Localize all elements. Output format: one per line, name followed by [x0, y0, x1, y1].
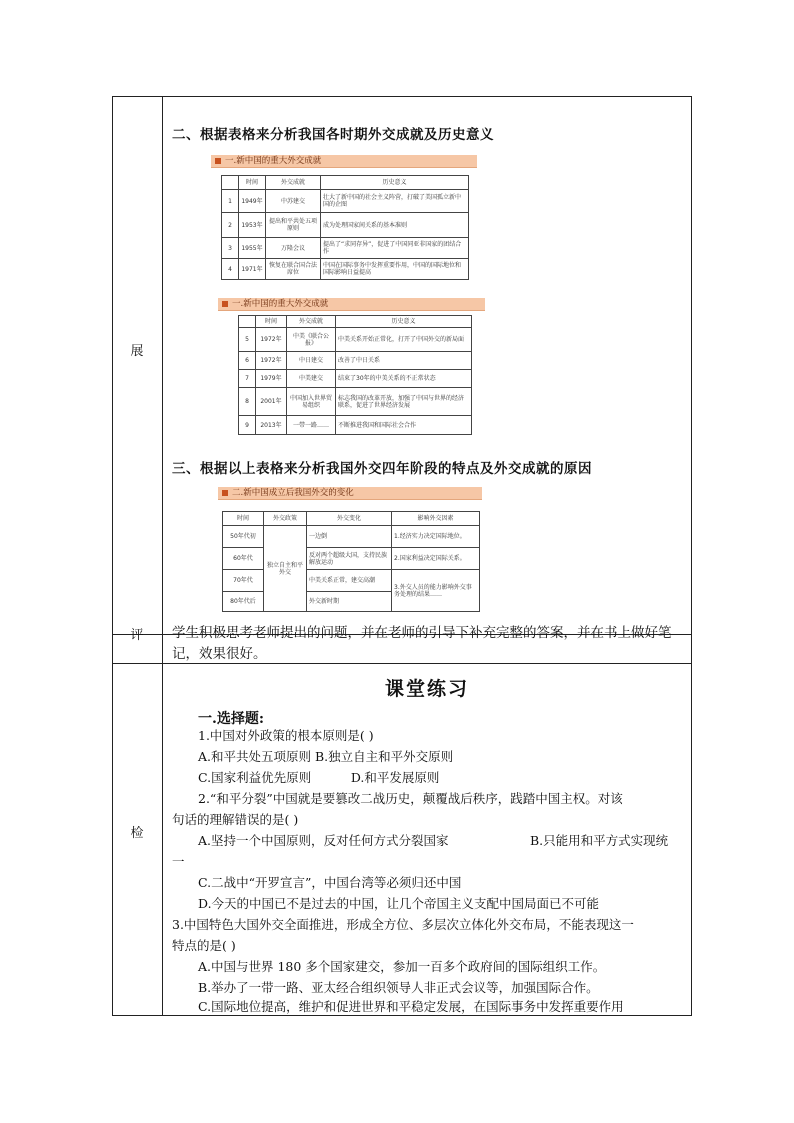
slide-title: 一.新中国的重大外交成就	[232, 299, 329, 309]
table-cell: 提出了“求同存异”，促进了中国同亚非国家的团结合作	[321, 238, 469, 259]
table-cell: 1.经济实力决定国际地位。	[392, 526, 480, 548]
slide-image-2	[218, 298, 485, 441]
table-cell: 4	[222, 259, 239, 280]
table-cell: 中苏建交	[266, 190, 321, 213]
table-cell: 反对两个超级大国，支持民族解放运动	[307, 548, 392, 570]
question-3: 3.中国特色大国外交全面推进，形成全方位、多层次立体化外交布局，不能表现这一	[172, 917, 634, 932]
table-cell: 1953年	[239, 213, 266, 238]
table-header	[222, 176, 239, 190]
table-cell: 中美关系正常，建交高潮	[307, 570, 392, 592]
question-3-option-a: A.中国与世界 180 多个国家建交，参加一百多个政府间的国际组织工作。	[198, 959, 606, 974]
exercise-section: 一.选择题:	[198, 711, 265, 727]
table-cell: 中国在国际事务中发挥重要作用，中国的国际地位和国际影响日益提高	[321, 259, 469, 280]
table-header: 外交成就	[287, 316, 336, 328]
table-cell: 70年代	[223, 570, 264, 592]
row-label-jian: 检	[130, 826, 144, 841]
slide-image-1	[211, 155, 477, 285]
table-cell: 改善了中日关系	[336, 352, 472, 370]
table-cell: 50年代初	[223, 526, 264, 548]
achievement-table-1	[221, 175, 469, 280]
table-cell: 1	[222, 190, 239, 213]
question-2-option-a: A.坚持一个中国原则，反对任何方式分裂国家	[198, 833, 449, 848]
question-1-options-ab: A.和平共处五项原则 B.独立自主和平外交原则	[198, 749, 454, 764]
table-cell: 9	[239, 416, 256, 435]
question-1-options-cd: C.国家利益优先原则 D.和平发展原则	[198, 770, 440, 785]
table-cell: 5	[239, 328, 256, 352]
bullet-square-icon	[222, 490, 228, 496]
table-header: 时间	[256, 316, 287, 328]
table-cell: 标志我国的改革开放，加强了中国与世界的经济联系，促进了世界经济发展	[336, 388, 472, 416]
question-2-option-c: C.二战中“开罗宣言”，中国台湾等必须归还中国	[198, 875, 462, 890]
question-2: 2.“和平分裂”中国就是要篡改二战历史，颠覆战后秩序，践踏中国主权。对该	[198, 791, 623, 806]
question-3-cont: 特点的是( )	[172, 938, 236, 953]
table-cell: 中美关系开始正常化，打开了中国外交的新局面	[336, 328, 472, 352]
row-label-ping: 评	[130, 628, 144, 643]
table-header: 时间	[223, 512, 264, 526]
table-cell: 2013年	[256, 416, 287, 435]
row-label-zhan: 展	[130, 344, 144, 359]
bullet-square-icon	[215, 158, 221, 164]
question-2-option-b-cont: 一	[172, 854, 185, 869]
table-cell: 外交新时期	[307, 592, 392, 612]
table-cell: 结束了30年的中美关系的不正常状态	[336, 370, 472, 388]
table-cell: 独立自主和平外交	[264, 526, 307, 612]
table-cell: 一带一路……	[287, 416, 336, 435]
table-cell: 1971年	[239, 259, 266, 280]
table-cell: 提出和平共处五项原则	[266, 213, 321, 238]
table-cell: 1949年	[239, 190, 266, 213]
slide-title-bar	[218, 487, 482, 500]
table-cell: 一边倒	[307, 526, 392, 548]
question-1: 1.中国对外政策的根本原则是( )	[198, 728, 374, 743]
section-heading-3: 三、根据以上表格来分析我国外交四年阶段的特点及外交成就的原因	[172, 461, 592, 477]
slide-title-bar	[218, 298, 485, 311]
table-cell: 不断推进我国和国际社会合作	[336, 416, 472, 435]
table-cell: 3	[222, 238, 239, 259]
table-cell: 中日建交	[287, 352, 336, 370]
table-cell: 80年代后	[223, 592, 264, 612]
slide-title: 二.新中国成立后我国外交的变化	[232, 488, 354, 498]
question-3-option-c: C.国际地位提高，维护和促进世界和平稳定发展，在国际事务中发挥重要作用	[198, 999, 624, 1014]
table-cell: 中美《联合公报》	[287, 328, 336, 352]
exercise-title: 课堂练习	[385, 678, 470, 700]
bullet-square-icon	[222, 301, 228, 307]
table-cell: 6	[239, 352, 256, 370]
table-cell: 成为处理国家间关系的基本准则	[321, 213, 469, 238]
table-cell: 中美建交	[287, 370, 336, 388]
table-cell: 中国加入世界贸易组织	[287, 388, 336, 416]
table-cell: 2	[222, 213, 239, 238]
table-cell: 壮大了新中国的社会主义阵营，打破了美国孤立新中国的企图	[321, 190, 469, 213]
table-cell: 7	[239, 370, 256, 388]
table-cell: 3.外交人员的能力影响外交事务处理的结果……	[392, 570, 480, 612]
section-heading-2: 二、根据表格来分析我国各时期外交成就及历史意义	[172, 127, 494, 143]
table-cell: 2001年	[256, 388, 287, 416]
table-cell: 60年代	[223, 548, 264, 570]
question-2-option-d: D.今天的中国已不是过去的中国，让几个帝国主义支配中国局面已不可能	[198, 896, 600, 911]
table-header: 历史意义	[336, 316, 472, 328]
column-divider	[162, 96, 163, 1016]
table-cell: 1955年	[239, 238, 266, 259]
table-header	[239, 316, 256, 328]
table-cell: 万隆会议	[266, 238, 321, 259]
table-cell: 1972年	[256, 352, 287, 370]
table-header: 时间	[239, 176, 266, 190]
table-cell: 1972年	[256, 328, 287, 352]
table-header: 影响外交因素	[392, 512, 480, 526]
table-cell: 1979年	[256, 370, 287, 388]
question-3-option-b: B.举办了一带一路、亚太经合组织领导人非正式会议等，加强国际合作。	[198, 980, 599, 995]
table-cell: 8	[239, 388, 256, 416]
table-cell: 恢复在联合国合法席位	[266, 259, 321, 280]
achievement-table-2	[238, 315, 472, 435]
evaluation-text: 学生积极思考老师提出的问题，并在老师的引导下补充完整的答案，并在书上做好笔记，效果很好。	[172, 625, 672, 662]
table-header: 历史意义	[321, 176, 469, 190]
slide-image-3	[218, 487, 482, 612]
slide-title: 一.新中国的重大外交成就	[225, 156, 322, 166]
table-cell: 2.国家利益决定国际关系。	[392, 548, 480, 570]
table-header: 外交成就	[266, 176, 321, 190]
question-2-cont: 句话的理解错误的是( )	[172, 812, 299, 827]
foreign-policy-change-table	[222, 511, 480, 612]
table-header: 外交变化	[307, 512, 392, 526]
question-2-option-b: B.只能用和平方式实现统	[530, 833, 669, 848]
table-header: 外交政策	[264, 512, 307, 526]
slide-title-bar	[211, 155, 477, 168]
